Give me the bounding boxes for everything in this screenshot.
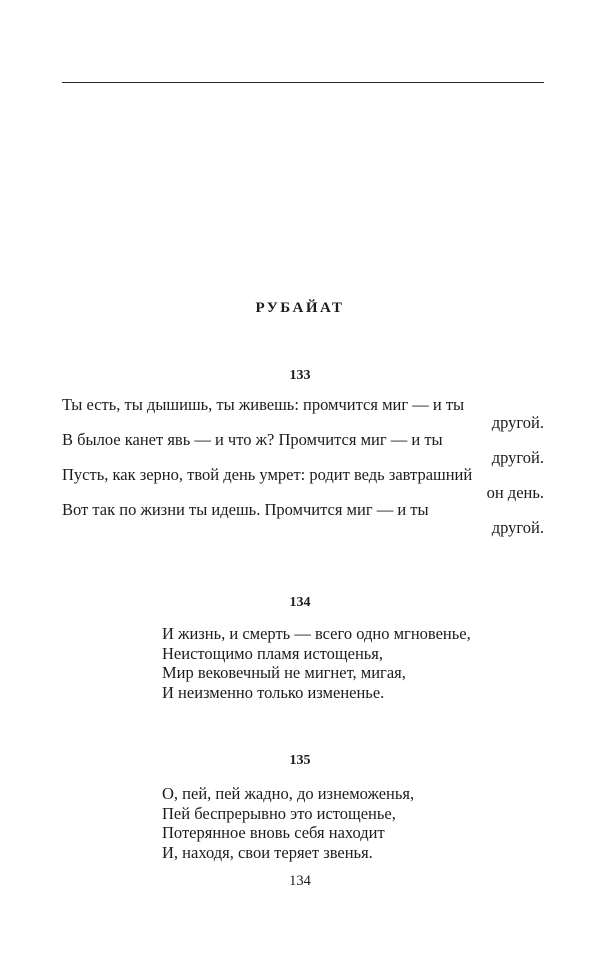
poem-line: О, пей, пей жадно, до изнеможенья, <box>162 784 415 803</box>
poem-line-wrap: он день. <box>486 482 544 502</box>
poem-135 <box>162 784 414 862</box>
poem-number-133: 133 <box>289 368 311 383</box>
poem-line: Ты есть, ты дышишь, ты живешь: промчится миг — и ты <box>62 395 465 414</box>
poem-line: И, находя, свои теряет звенья. <box>162 842 373 862</box>
poem-line: Потерянное вновь себя находит <box>162 823 385 842</box>
poem-line-wrap: другой. <box>491 412 544 432</box>
poem-134 <box>162 624 471 702</box>
header-rule <box>62 82 544 83</box>
section-title: РУБАЙАТ <box>255 300 345 316</box>
poem-line: В былое канет явь — и что ж? Промчится миг — и ты <box>62 430 443 449</box>
poem-line: Мир вековечный не мигнет, мигая, <box>162 663 406 682</box>
poem-number-134: 134 <box>289 595 311 610</box>
poem-line: Пей беспрерывно это истощенье, <box>162 803 396 823</box>
poem-line: И жизнь, и смерть — всего одно мгновенье, <box>162 624 471 643</box>
poem-number-135: 135 <box>289 753 311 768</box>
poem-line: Пусть, как зерно, твой день умрет: родит ведь завтрашний <box>62 465 473 484</box>
poem-133 <box>62 396 544 536</box>
poem-line: Вот так по жизни ты идешь. Промчится миг — и ты <box>62 500 429 519</box>
page-number: 134 <box>289 873 311 889</box>
poem-line: И неизменно только измененье. <box>162 682 385 702</box>
poem-line-wrap: другой. <box>491 517 544 537</box>
poem-line-wrap: другой. <box>491 447 544 467</box>
poem-line: Неистощимо пламя истощенья, <box>162 643 384 663</box>
